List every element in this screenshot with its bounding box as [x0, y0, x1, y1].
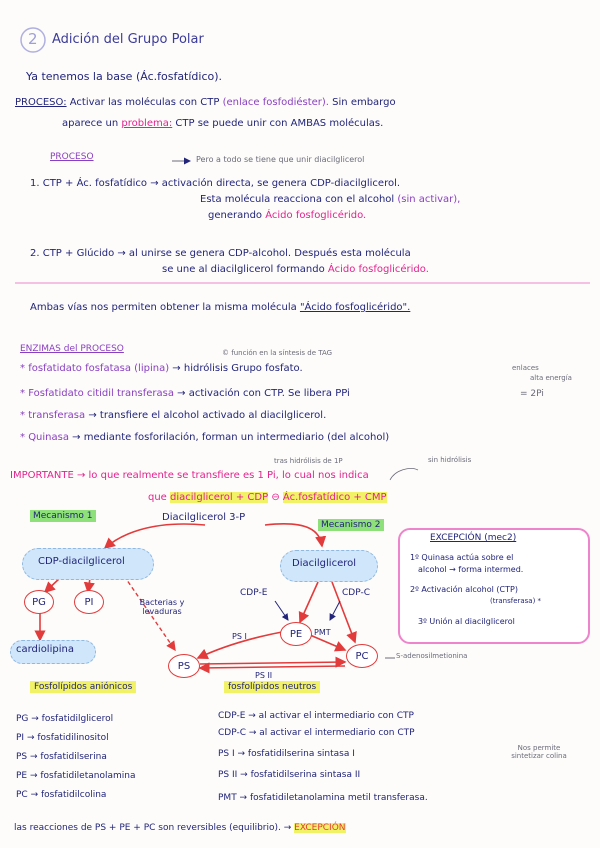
- excepcion-l3: 3º Unión al diacilglicerol: [418, 617, 515, 626]
- colina-side-note: Nos permite sintetizar colina: [511, 744, 567, 761]
- proceso-label: PROCESO:: [15, 97, 67, 108]
- header-number: 2: [28, 30, 38, 48]
- mecanismo-2-label: Mecanismo 2: [318, 519, 384, 531]
- step2-line1: [30, 248, 411, 260]
- page-title: Adición del Grupo Polar: [52, 32, 204, 47]
- formula-left: diacilglicerol + CDP: [170, 492, 269, 503]
- intro-line3: [62, 118, 383, 130]
- legend-right-0: CDP-E → al activar el intermediario con CTP: [218, 711, 414, 721]
- legend-left-4: PC → fosfatidilcolina: [16, 790, 107, 800]
- enzima-item-4: * Quinasa → mediante fosforilación, forman un intermediario (del alcohol): [20, 432, 390, 443]
- node-pg: PG: [24, 590, 54, 614]
- node-ps: PS: [168, 654, 200, 678]
- legend-left-1: PI → fosfatidilinositol: [16, 733, 109, 743]
- enzima-name: transferasa: [28, 410, 86, 421]
- legend-right-3: PS II → fosfatidilserina sintasa II: [218, 770, 361, 780]
- formula-op: ⊖: [271, 492, 280, 503]
- node-pc: PC: [346, 644, 378, 668]
- footer-text: las reacciones de PS + PE + PC son reversibles (equilibrio). →: [14, 823, 292, 833]
- step1f: Ácido fosfoglicérido.: [265, 210, 367, 221]
- ps2-label: PS II: [255, 671, 273, 680]
- importante-note-right: sin hidrólisis: [428, 456, 472, 464]
- legend-right-1: CDP-C → al activar el intermediario con CTP: [218, 728, 415, 738]
- legend-right-4: PMT → fosfatidiletanolamina metil transferasa.: [218, 793, 428, 803]
- intro-line2b: (enlace fosfodiéster).: [222, 97, 329, 108]
- diacilglicerol-3p: Diacilglicerol 3-P: [162, 512, 246, 523]
- step2d: Ácido fosfoglicérido.: [327, 264, 429, 275]
- footer-line: [14, 823, 346, 833]
- step1a: 1. CTP + Ác. fosfatídico: [30, 178, 148, 189]
- alta-energia-note: alta energía: [530, 374, 572, 382]
- excepcion-l1b: alcohol → forma intermed.: [418, 565, 524, 574]
- step2a: 2. CTP + Glúcido: [30, 248, 115, 259]
- enzimas-note: © función en la síntesis de TAG: [222, 349, 333, 357]
- proceso-note: Pero a todo se tiene que unir diacilglicerol: [196, 155, 365, 164]
- cdp-diacilglicerol: CDP-diacilglicerol: [38, 556, 125, 567]
- s-adenosil-note: S-adenosilmetionina: [396, 652, 468, 660]
- importante-label: IMPORTANTE: [10, 470, 74, 481]
- step1e: generando: [208, 210, 263, 221]
- step1-line1: [30, 178, 400, 190]
- enzima-name: Fosfatidato citidil transferasa: [28, 388, 174, 399]
- step1-line2: [200, 194, 460, 206]
- ambas-text: Ambas vías nos permiten obtener la misma molécula: [30, 302, 297, 313]
- fosfolipidos-anionicos: Fosfolípidos aniónicos: [30, 681, 136, 693]
- intro-line2: [15, 97, 396, 109]
- excepcion-l1a: 1º Quinasa actúa sobre el: [410, 553, 514, 562]
- node-pi: PI: [74, 590, 104, 614]
- enzima-name: fosfatidato fosfatasa: [28, 363, 131, 374]
- step1d: (sin activar),: [397, 194, 461, 205]
- cdp-e-label: CDP-E: [240, 588, 268, 598]
- intro-line2c: Sin embargo: [332, 97, 396, 108]
- intro-line3a: aparece un: [62, 118, 119, 129]
- intro-line3b: problema:: [121, 118, 173, 129]
- step2-line2: [162, 264, 429, 276]
- mecanismo-1-label: Mecanismo 1: [30, 510, 96, 522]
- legend-left-3: PE → fosfatidiletanolamina: [16, 771, 136, 781]
- ppi-eq: = 2Pi: [520, 389, 544, 399]
- pmt-label: PMT: [314, 628, 331, 637]
- legend-right-2: PS I → fosfatidilserina sintasa I: [218, 749, 355, 759]
- diacilglicerol: Diacilglicerol: [292, 558, 357, 569]
- cardiolipina: cardiolipina: [16, 644, 74, 655]
- legend-left-2: PS → fosfatidilserina: [16, 752, 107, 762]
- ambas-line: [30, 302, 410, 314]
- enzima-item-3: * transferasa → transfiere el alcohol activado al diacilglicerol.: [20, 410, 327, 421]
- excepcion-l2a: 2º Activación alcohol (CTP): [410, 585, 518, 594]
- importante-note-left: tras hidrólisis de 1P: [274, 457, 343, 465]
- step1-line3: [208, 210, 366, 222]
- fosfolipidos-neutros: fosfolípidos neutros: [224, 681, 320, 693]
- importante-line2: que diacilglicerol + CDP ⊖ Ác.fosfatídico + CMP: [148, 492, 387, 503]
- bacterias-note: Bacterias y levaduras: [139, 598, 185, 617]
- enlaces-note: enlaces: [512, 364, 539, 372]
- excepcion-title: EXCEPCIÓN (mec2): [430, 533, 517, 543]
- enzima-item-2: * Fosfatidato citidil transferasa → activación con CTP. Se libera PPi: [20, 388, 350, 399]
- intro-line2a: Activar las moléculas con CTP: [69, 97, 220, 108]
- ps1-label: PS I: [232, 632, 247, 641]
- intro-line3c: CTP se puede unir con AMBAS moléculas.: [175, 118, 384, 129]
- cdp-c-label: CDP-C: [342, 588, 370, 598]
- ambas-quote: "Ácido fosfoglicérido".: [299, 302, 411, 313]
- legend-left-0: PG → fosfatidilglicerol: [16, 714, 114, 724]
- footer-excepcion: EXCEPCIÓN: [294, 823, 346, 833]
- node-pe: PE: [280, 622, 312, 646]
- importante-line1: [10, 470, 369, 482]
- enzima-item-1: * fosfatidato fosfatasa (lipina) → hidrólisis Grupo fosfato.: [20, 363, 303, 374]
- enzimas-title: ENZIMAS del PROCESO: [20, 344, 124, 354]
- importante-text: → lo que realmente se transfiere es 1 Pi, lo cual nos indica: [76, 470, 369, 481]
- excepcion-l2b: (transferasa) *: [490, 597, 542, 605]
- enzima-name: Quinasa: [28, 432, 69, 443]
- intro-line1: Ya tenemos la base (Ác.fosfatídico).: [26, 70, 223, 83]
- step2b: → al unirse se genera CDP-alcohol. Después esta molécula: [117, 248, 411, 259]
- step1b: → activación directa, se genera CDP-diacilglicerol.: [150, 178, 401, 189]
- proceso-heading: PROCESO: [50, 152, 94, 162]
- formula-right: Ác.fosfatídico + CMP: [282, 492, 387, 503]
- step2c: se une al diacilglicerol formando: [162, 264, 325, 275]
- step1c: Esta molécula reacciona con el alcohol: [200, 194, 395, 205]
